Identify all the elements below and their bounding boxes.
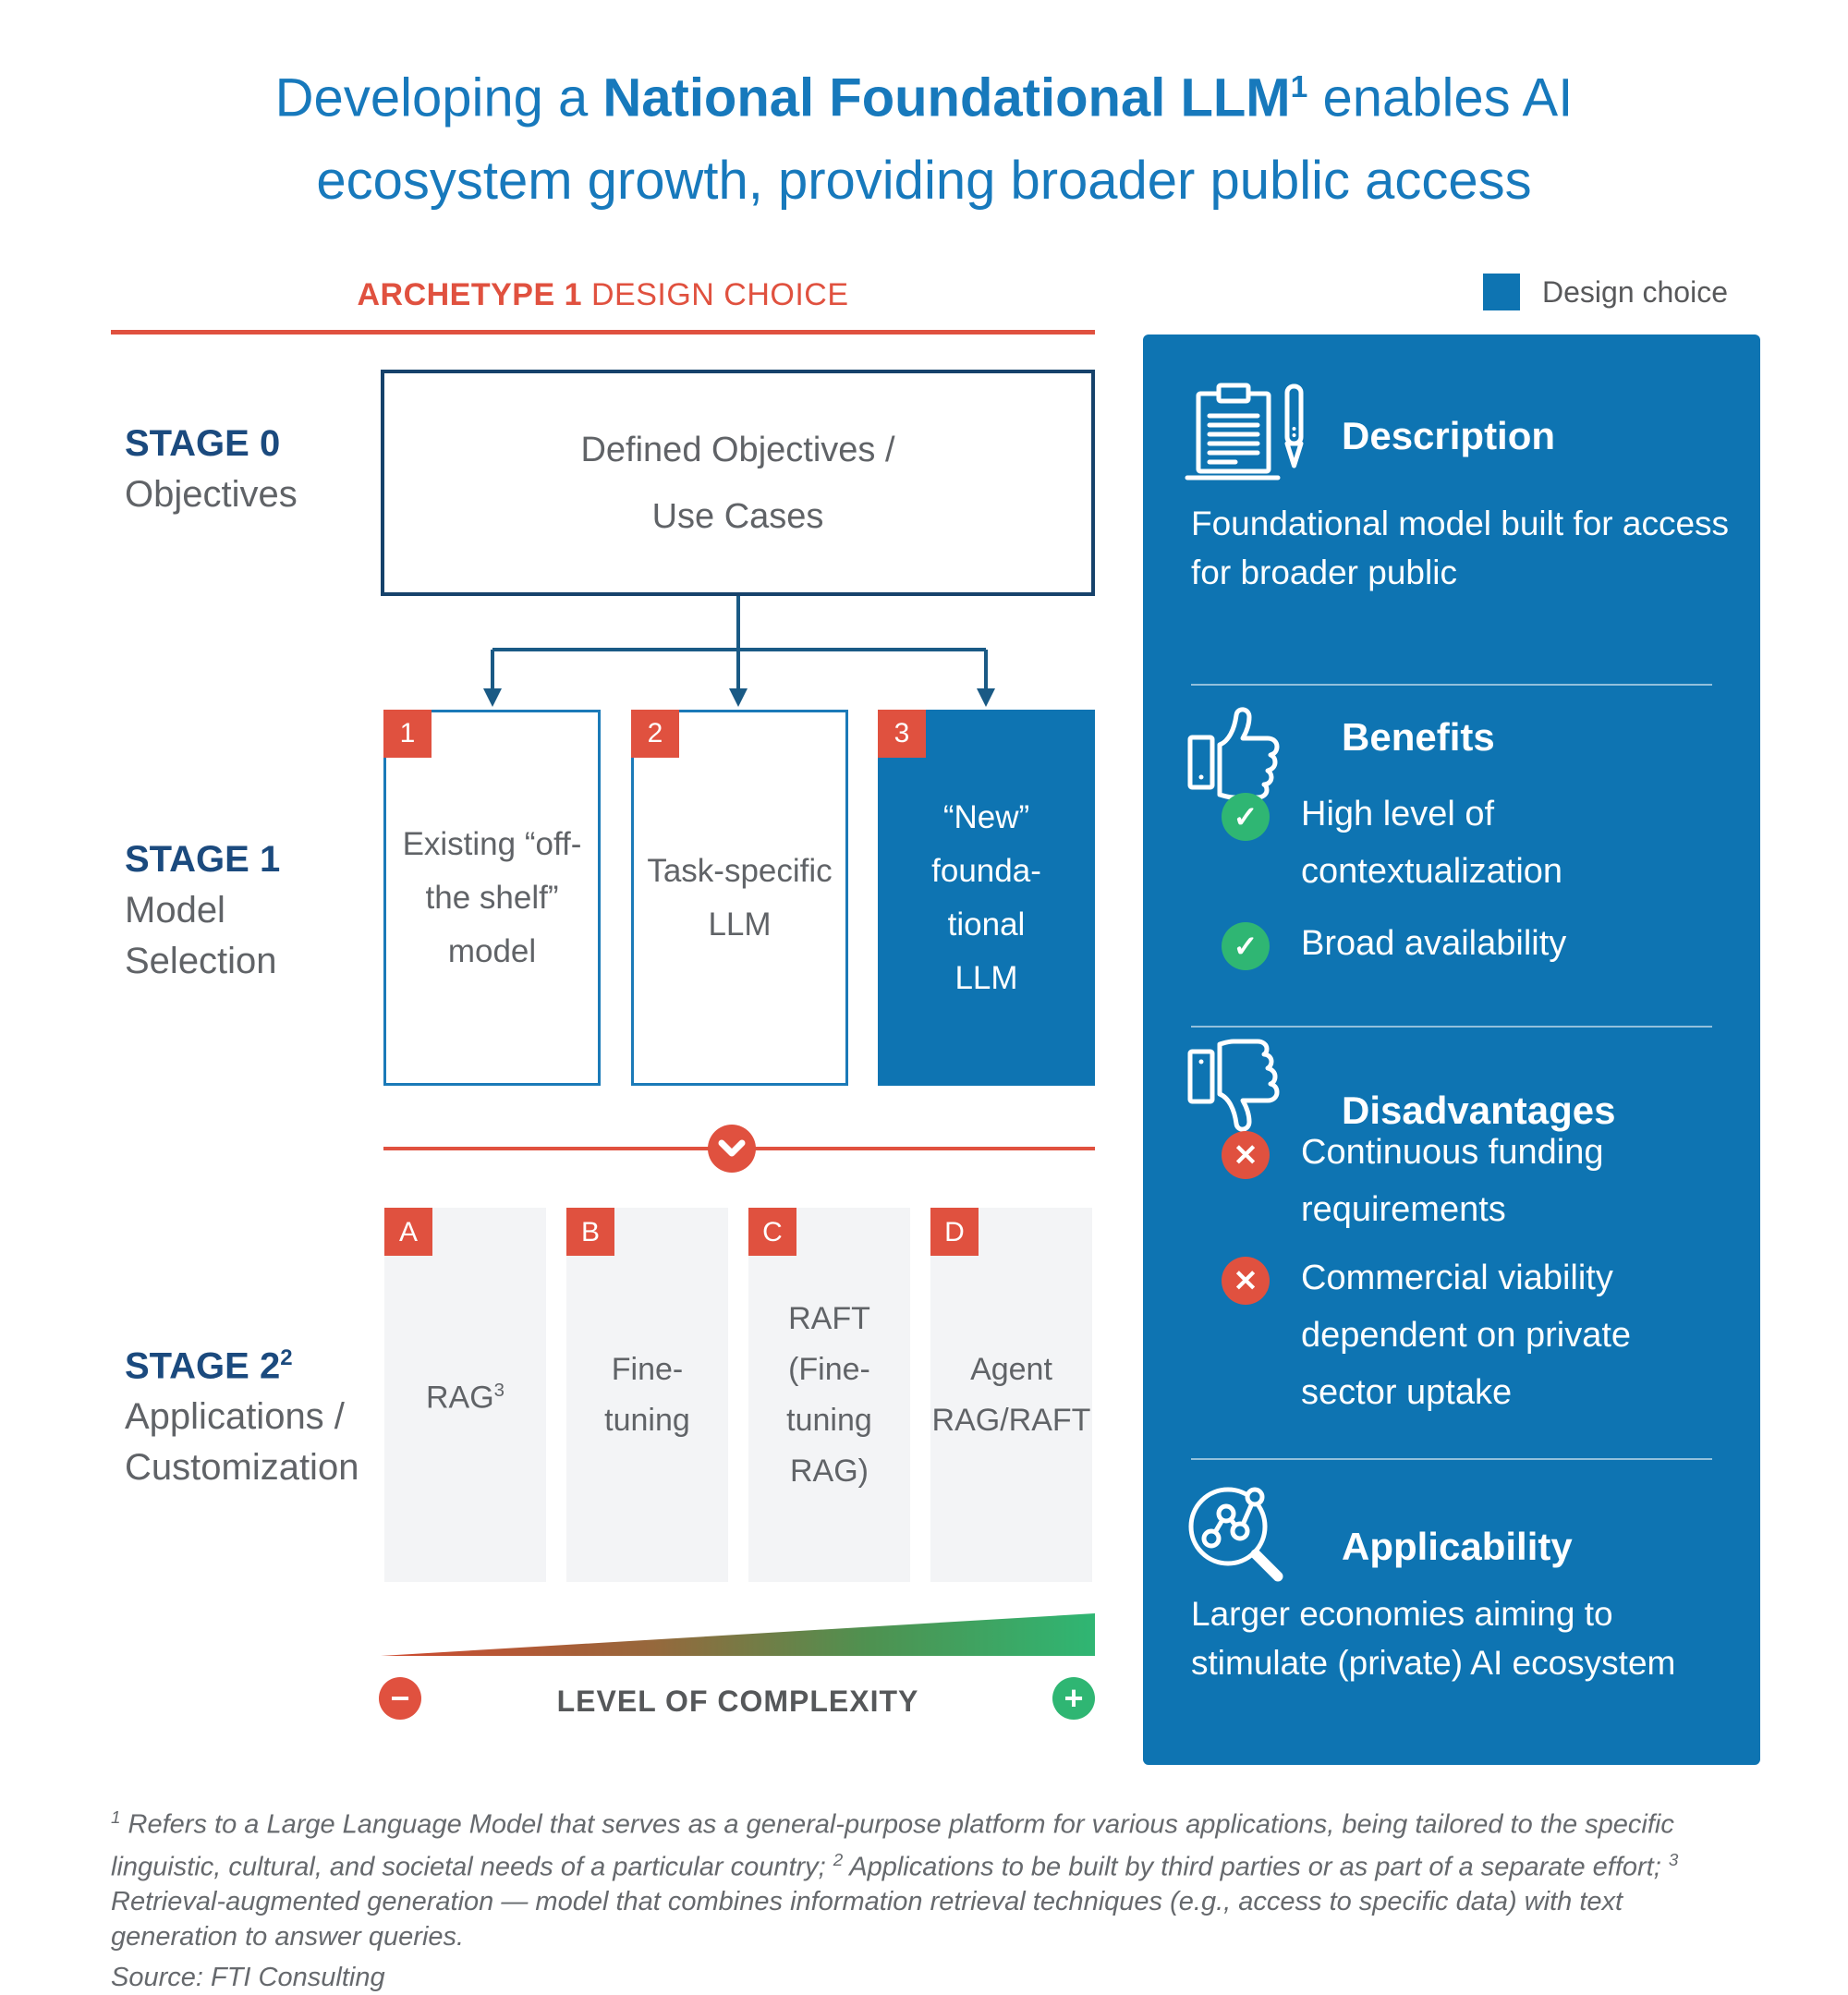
benefits-heading: Benefits [1342,715,1495,759]
disadvantage-item-text: Continuous funding requirements [1301,1133,1604,1229]
disadvantage-item-text: Commercial viability dependent on private sector uptake [1301,1259,1632,1412]
customization-c-line: (Fine- [788,1351,870,1387]
option-badge: D [930,1208,979,1256]
stage2-subtitle-line2: Customization [125,1447,359,1489]
applicability-body: Larger economies aiming to stimulate (private) AI ecosystem [1191,1595,1676,1682]
customization-b-line: tuning [604,1402,690,1438]
title-bold: National Foundational LLM [602,67,1291,128]
archetype-header [111,277,1095,313]
customization-c-line: RAG) [790,1453,869,1489]
model-option-2 [631,710,848,1086]
applicability-heading: Applicability [1342,1525,1573,1568]
panel-divider [1191,1026,1712,1028]
stage1-subtitle-line1: Model [125,890,225,931]
title-regular: Developing a [274,67,603,128]
description-body: Foundational model built for access for broader public [1191,505,1730,591]
stage2-subtitle-line1: Applications / [125,1396,345,1438]
source-credit: Source: FTI Consulting [111,1963,385,1993]
model-option-3-line: LLM [954,959,1018,996]
check-icon: ✓ [1222,793,1270,841]
customization-option-a [384,1208,546,1582]
footnote-text: $^1$ Refers to a Large Language Model that serves as a general-purpose platform for various applications, being tailored to the specific linguistic, cultural, and societal needs of a particular country; $^2$ Applications to be built by third parties or as part of a separate effort; $^3$ Retrieval-augmented generation — model that combines information retrieval techniques (e.g., access to specific data) with text generation to answer queries. [111,1807,1679,1952]
model-option-1-line: the shelf” [425,879,559,916]
complexity-label: LEVEL OF COMPLEXITY [556,1685,919,1718]
objectives-box [381,370,1095,596]
stage0-subtitle: Objectives [125,474,298,515]
benefit-item-text: High level of contextualization [1301,795,1563,891]
archetype-number: ARCHETYPE 1 [357,277,583,312]
legend-label: Design choice [1542,274,1728,309]
objectives-box-line2: Use Cases [651,496,824,536]
option-badge: 1 [383,710,432,758]
minus-icon: − [379,1677,421,1720]
title-line2: ecosystem growth, providing broader public access [316,151,1532,212]
stage1-subtitle-line2: Selection [125,941,277,981]
model-option-1-line: model [447,932,537,969]
customization-c-line: tuning [786,1402,872,1438]
model-option-2-line: LLM [708,906,772,943]
customization-d-line: Agent [970,1351,1052,1387]
plus-icon: + [1052,1677,1095,1720]
panel-divider [1191,684,1712,686]
disadvantage-item [1222,1257,1631,1421]
stage0-title: STAGE 0 [125,423,281,464]
thumbs-up-icon [1185,699,1289,793]
page-title [0,46,1848,223]
model-option-3-line: founda- [931,852,1041,889]
chevron-down-icon [708,1125,756,1173]
option-badge: 3 [878,710,926,758]
archetype-underline [111,330,1095,335]
customization-option-c [748,1208,910,1582]
design-choice-swatch [1483,274,1520,310]
title-regular-tail: enables AI [1307,67,1574,128]
model-option-2-line: Task-specific [647,852,833,889]
customization-a-label: RAG$^3$ [425,1380,505,1416]
check-icon: ✓ [1222,922,1270,970]
disadvantage-item [1222,1131,1603,1238]
option-badge: B [566,1208,614,1256]
stage1-label [125,833,280,987]
option-badge: C [748,1208,796,1256]
footnotes [111,1800,1756,1995]
disadvantages-heading: Disadvantages [1342,1089,1616,1132]
customization-option-b [566,1208,728,1582]
network-magnifier-icon [1184,1482,1293,1591]
panel-divider [1191,1458,1712,1460]
complexity-gradient [381,1613,1095,1656]
customization-d-line: RAG/RAFT [931,1402,1091,1438]
legend [1483,274,1728,310]
flow-connector-arrows [370,596,1109,712]
objectives-box-line1: Defined Objectives / [580,430,895,469]
description-heading: Description [1342,414,1556,457]
customization-b-line: Fine- [611,1351,684,1387]
cross-icon: ✕ [1222,1131,1270,1179]
cross-icon: ✕ [1222,1257,1270,1305]
benefit-item-text: Broad availability [1301,924,1567,963]
benefit-item [1222,793,1562,900]
archetype-label: DESIGN CHOICE [590,277,849,312]
model-option-3-line: “New” [942,798,1030,835]
option-badge: A [384,1208,432,1256]
model-option-3-line: tional [947,906,1026,943]
stage2-label [125,1332,359,1493]
option-badge: 2 [631,710,679,758]
stage2-title: STAGE $2^2$ [125,1345,293,1387]
thumbs-down-icon [1185,1048,1289,1142]
customization-option-d [930,1208,1092,1582]
clipboard-pen-icon [1185,381,1307,484]
model-option-1 [383,710,601,1086]
stage0-label [125,418,298,520]
benefit-item [1222,922,1566,972]
model-option-3-selected [878,710,1095,1086]
design-choice-panel [1143,335,1760,1765]
customization-c-line: RAFT [788,1300,870,1336]
title-footnote-ref: 1 [1290,70,1308,104]
model-option-1-line: Existing “off- [402,825,582,862]
stage1-title: STAGE 1 [125,839,281,880]
